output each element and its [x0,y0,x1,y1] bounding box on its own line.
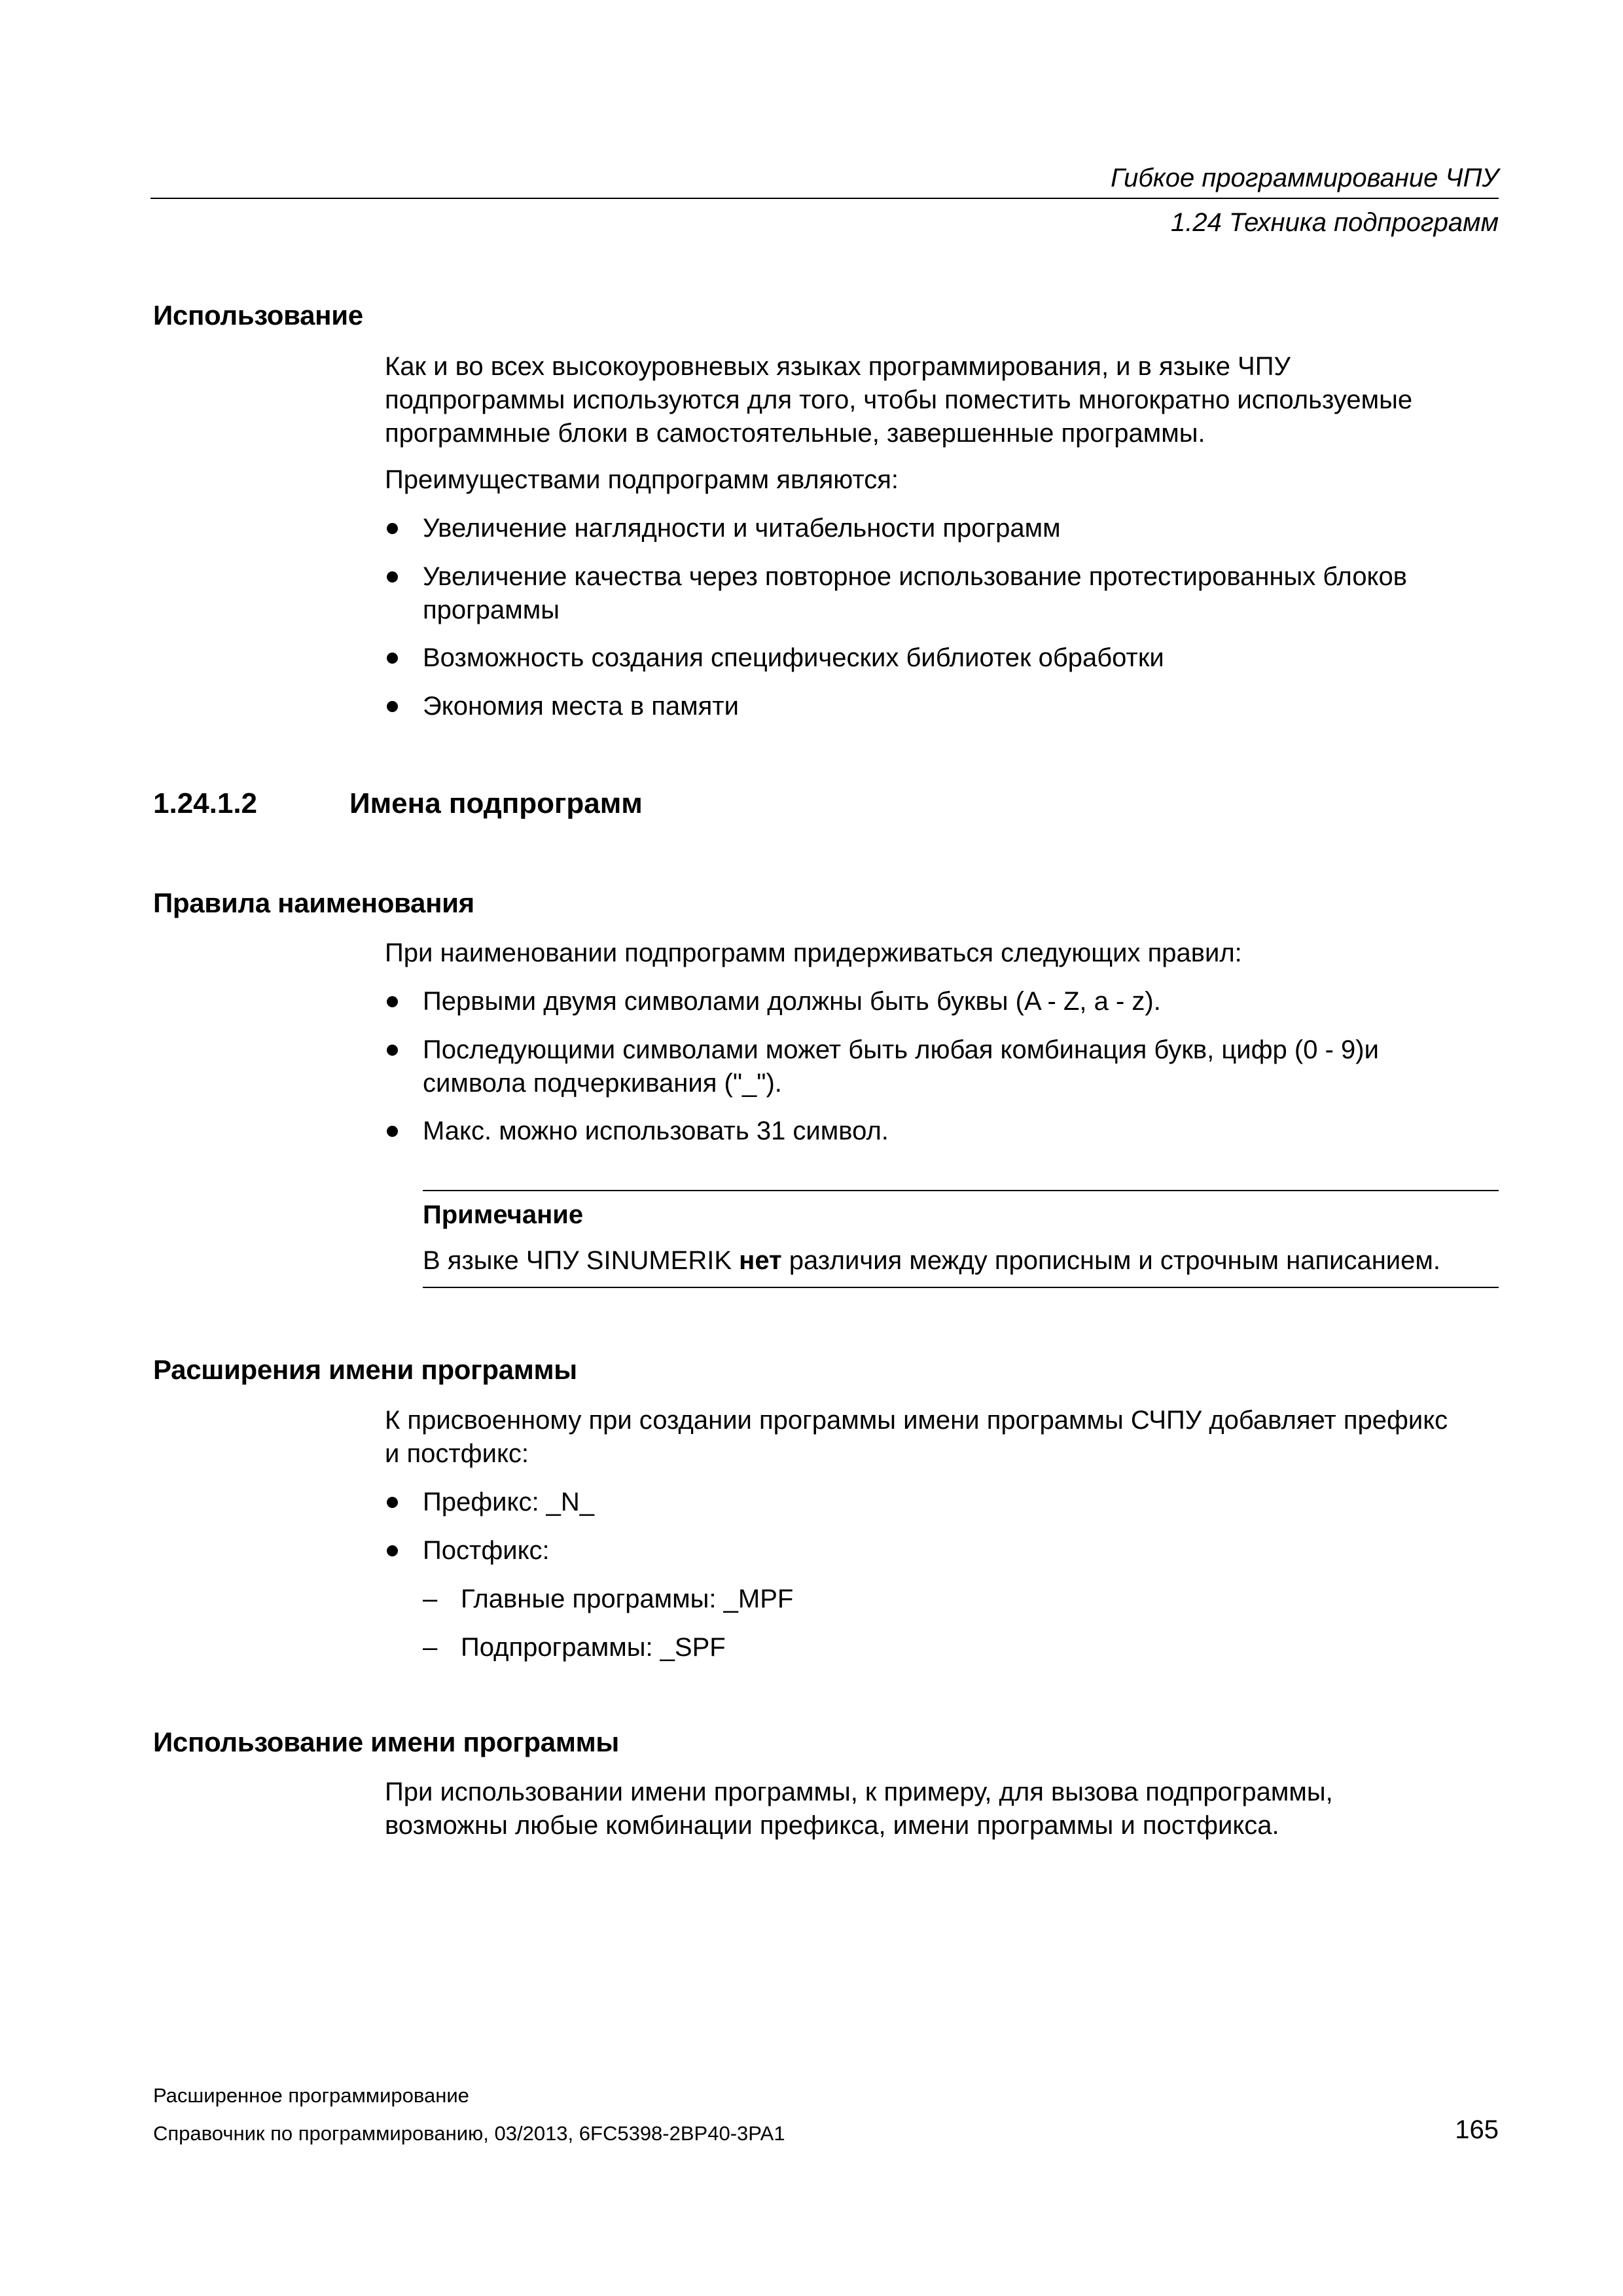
heading-name-usage: Использование имени программы [153,1727,619,1757]
usage-para-line-1: Как и во всех высокоуровневых языках программирования, и в языке ЧПУ [385,352,1291,381]
heading-usage: Использование [153,300,363,331]
list-item-text: Увеличение качества через повторное использование протестированных блоков [423,562,1408,591]
footer-book-title: Расширенное программирование [153,2084,469,2107]
header-rule [151,198,1499,199]
running-header-title: Гибкое программирование ЧПУ [1111,164,1499,192]
list-item-text: Первыми двумя символами должны быть буквы (A - Z, a - z). [423,987,1161,1016]
note-text [423,1246,1440,1276]
list-item-text: Последующими символами может быть любая комбинация букв, цифр (0 - 9)и [423,1035,1379,1064]
sub-list-item-text: Подпрограммы: _SPF [461,1633,726,1662]
heading-name-extensions: Расширения имени программы [153,1354,577,1385]
list-item-text: Постфикс: [423,1536,550,1565]
note-top-rule [423,1190,1499,1191]
note-bottom-rule [423,1287,1499,1288]
page-number: 165 [1455,2115,1499,2144]
list-item-text: Возможность создания специфических библиотек обработки [423,643,1164,672]
footer-doc-info: Справочник по программированию, 03/2013, 6FC5398-2BP40-3PA1 [153,2122,785,2145]
dash-marker: – [423,1633,438,1662]
list-item-text: программы [423,596,560,624]
usage-advantages-intro: Преимуществами подпрограмм являются: [385,465,899,494]
extensions-intro-line-2: и постфикс: [385,1439,529,1468]
name-usage-line-2: возможны любые комбинации префикса, имени программы и постфикса. [385,1811,1279,1840]
dash-marker: – [423,1585,438,1613]
note-title: Примечание [423,1200,584,1229]
list-item-text: Экономия места в памяти [423,692,739,721]
naming-intro: При наименовании подпрограмм придерживаться следующих правил: [385,939,1242,967]
usage-para-line-2: подпрограммы используются для того, чтобы поместить многократно используемые [385,386,1413,414]
list-item-text: Префикс: _N_ [423,1488,595,1516]
running-header-subtitle: 1.24 Техника подпрограмм [1171,208,1499,237]
list-item-text: символа подчеркивания ("_"). [423,1069,782,1098]
note-text-before: В языке ЧПУ SINUMERIK [423,1246,740,1275]
section-heading [153,787,643,820]
list-item-text: Макс. можно использовать 31 символ. [423,1117,889,1145]
note-text-emphasis: нет [739,1246,782,1275]
section-title: Имена подпрограмм [349,787,643,819]
list-item-text: Увеличение наглядности и читабельности программ [423,514,1061,543]
usage-para-line-3: программные блоки в самостоятельные, завершенные программы. [385,419,1205,448]
extensions-intro-line-1: К присвоенному при создании программы имени программы СЧПУ добавляет префикс [385,1406,1448,1435]
sub-list-item-text: Главные программы: _MPF [461,1585,794,1613]
heading-naming-rules: Правила наименования [153,888,474,918]
section-number: 1.24.1.2 [153,787,258,819]
note-text-after: различия между прописным и строчным написанием. [781,1246,1440,1275]
name-usage-line-1: При использовании имени программы, к примеру, для вызова подпрограммы, [385,1778,1333,1806]
